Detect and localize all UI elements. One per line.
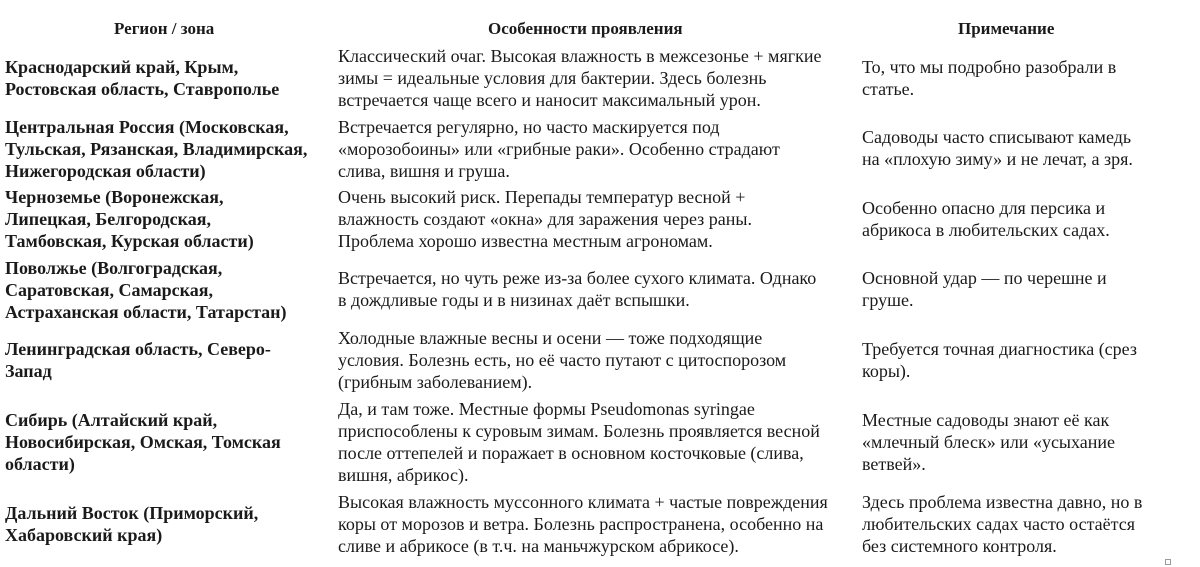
features-cell bbox=[338, 116, 780, 182]
cell-line: Здесь проблема известна давно, но в bbox=[862, 492, 1143, 512]
cell-line: после оттепелей и поражает в основном косточковые (слива, bbox=[338, 443, 804, 463]
cell-line: Липецкая, Белгородская, bbox=[5, 209, 211, 229]
cell-line: зимы = идеальные условия для бактерии. Здесь болезнь bbox=[338, 68, 767, 88]
region-cell bbox=[5, 257, 287, 323]
cell-line: Встречается, но чуть реже из-за более сухого климата. Однако bbox=[338, 268, 817, 288]
cell-line: Основной удар — по черешне и bbox=[862, 268, 1107, 288]
cell-line: в дождливые годы и в низинах даёт вспышки. bbox=[338, 290, 690, 310]
note-cell bbox=[862, 491, 1142, 557]
cell-line: Тамбовская, Курская области) bbox=[5, 231, 254, 251]
features-cell bbox=[338, 267, 816, 311]
region-cell bbox=[5, 502, 258, 546]
region-cell bbox=[5, 116, 307, 182]
cell-line: (грибным заболеванием). bbox=[338, 372, 533, 392]
cell-line: встречается чаще всего и наносит максимальный урон. bbox=[338, 90, 761, 110]
features-cell bbox=[338, 186, 752, 252]
cell-line: Саратовская, Самарская, bbox=[5, 280, 213, 300]
cell-line: Новосибирская, Омская, Томская bbox=[5, 432, 281, 452]
header-region: Регион / зона bbox=[114, 19, 215, 38]
cell-line: коры). bbox=[862, 361, 911, 381]
features-cell bbox=[338, 327, 786, 393]
cell-line: Да, и там тоже. Местные формы Pseudomonas syringae bbox=[338, 399, 755, 419]
cell-line: Ростовская область, Ставрополье bbox=[5, 79, 280, 99]
header-note: Примечание bbox=[958, 19, 1055, 38]
note-cell bbox=[862, 338, 1137, 382]
cell-line: Запад bbox=[5, 361, 52, 381]
note-cell bbox=[862, 197, 1110, 241]
region-cell bbox=[5, 186, 254, 252]
cell-line: области) bbox=[5, 454, 75, 474]
note-cell bbox=[862, 409, 1115, 475]
region-cell bbox=[5, 56, 279, 100]
cell-line: влажность создают «окна» для заражения через раны. bbox=[338, 209, 752, 229]
cell-line: Встречается регулярно, но часто маскируется под bbox=[338, 117, 720, 137]
features-cell bbox=[338, 45, 821, 111]
cell-line: абрикоса в любительских садах. bbox=[862, 220, 1110, 240]
cell-line: любительских садах часто остаётся bbox=[862, 514, 1135, 534]
cell-line: Хабаровский края) bbox=[5, 525, 163, 545]
region-cell bbox=[5, 338, 271, 382]
cell-line: условия. Болезнь есть, но её часто путают с цитоспорозом bbox=[338, 350, 787, 370]
cell-line: Местные садоводы знают её как bbox=[862, 410, 1110, 430]
features-cell bbox=[338, 491, 828, 557]
note-cell bbox=[862, 126, 1133, 170]
cell-line: Краснодарский край, Крым, bbox=[5, 57, 239, 77]
cell-line: Астраханская области, Татарстан) bbox=[5, 302, 287, 322]
cell-line: сливе и абрикосе (в т.ч. на маньчжурском абрикосе). bbox=[338, 536, 739, 556]
cell-line: коры от морозов и ветра. Болезнь распространена, особенно на bbox=[338, 514, 824, 534]
cell-line: Сибирь (Алтайский край, bbox=[5, 410, 218, 430]
table-end-marker bbox=[1165, 559, 1171, 565]
header-features: Особенности проявления bbox=[488, 19, 683, 38]
cell-line: Классический очаг. Высокая влажность в межсезонье + мягкие bbox=[338, 46, 822, 66]
cell-line: слива, вишня и груша. bbox=[338, 161, 510, 181]
cell-line: Садоводы часто списывают камедь bbox=[862, 127, 1132, 147]
cell-line: ветвей». bbox=[862, 454, 926, 474]
features-cell bbox=[338, 398, 820, 486]
cell-line: «млечный блеск» или «усыхание bbox=[862, 432, 1116, 452]
note-cell bbox=[862, 267, 1107, 311]
cell-line: Особенно опасно для персика и bbox=[862, 198, 1106, 218]
note-cell bbox=[862, 56, 1116, 100]
cell-line: Дальний Восток (Приморский, bbox=[5, 503, 259, 523]
cell-line: груше. bbox=[862, 290, 914, 310]
cell-line: Очень высокий риск. Перепады температур весной + bbox=[338, 187, 746, 207]
cell-line: Требуется точная диагностика (срез bbox=[862, 339, 1137, 359]
cell-line: Поволжье (Волгоградская, bbox=[5, 258, 223, 278]
cell-line: приспособлены к суровым зимам. Болезнь проявляется весной bbox=[338, 421, 820, 441]
cell-line: на «плохую зиму» и не лечат, а зря. bbox=[862, 149, 1133, 169]
cell-line: То, что мы подробно разобрали в bbox=[862, 57, 1117, 77]
cell-line: Центральная Россия (Московская, bbox=[5, 117, 289, 137]
cell-line: Нижегородская области) bbox=[5, 161, 206, 181]
cell-line: «морозобоины» или «грибные раки». Особенно страдают bbox=[338, 139, 780, 159]
cell-line: статье. bbox=[862, 79, 915, 99]
cell-line: Холодные влажные весны и осени — тоже подходящие bbox=[338, 328, 763, 348]
cell-line: без системного контроля. bbox=[862, 536, 1057, 556]
cell-line: Проблема хорошо известна местным агрономам. bbox=[338, 231, 713, 251]
region-cell bbox=[5, 409, 281, 475]
cell-line: Тульская, Рязанская, Владимирская, bbox=[5, 139, 308, 159]
cell-line: вишня, абрикос). bbox=[338, 465, 469, 485]
cell-line: Ленинградская область, Северо- bbox=[5, 339, 271, 359]
cell-line: Высокая влажность муссонного климата + частые повреждения bbox=[338, 492, 828, 512]
cell-line: Черноземье (Воронежская, bbox=[5, 187, 224, 207]
